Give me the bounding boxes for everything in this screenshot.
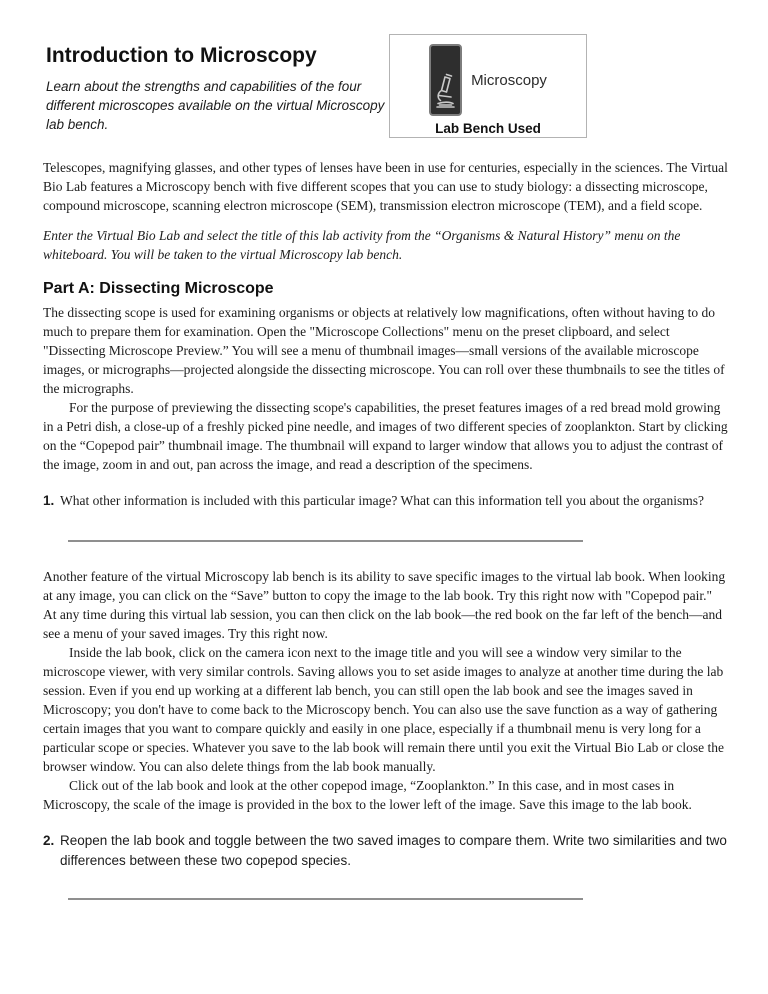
document-content (43, 158, 728, 900)
part-a-paragraph-3: Another feature of the virtual Microscopy lab bench is its ability to save specific images to the virtual lab book. When looking at any image, you can click on the “Save” button to copy the image to the lab book. Try this right now with "Copepod pair." At any time during this virtual lab session, you can then click on the lab book—the red book on the far left of the bench—and see a menu of your saved images. Try this right now. (43, 569, 726, 641)
bench-caption: Lab Bench Used (435, 121, 541, 136)
question-1 (43, 491, 728, 510)
header (0, 0, 768, 158)
part-a-paragraph-2: For the purpose of previewing the dissecting scope's capabilities, the preset features images of a red bread mold growing in a Petri dish, a close-up of a freshly picked pine needle, and images of two different species of zooplankton. Start by clicking on the “Copepod pair” thumbnail image. The thumbnail will expand to larger window that allows you to adjust the contrast of the image, zoom in and out, pan across the image, and read a description of the specimens. (43, 400, 728, 472)
lab-bench-used-box (389, 34, 587, 138)
part-a-paragraph-4: Inside the lab book, click on the camera icon next to the image title and you will see a window very similar to the microscope viewer, with very similar controls. Saving allows you to set aside images to analyze at another time during the lab session. Even if you end up working at a different lab bench, you can still open the lab book and see the images saved in Microscopy; you don't have to come back to the Microscopy bench. You can also use the save function as a way of gathering certain images that you want to compare quickly and easily in one place, especially if a thumbnail menu is very long for a particular scope or species. Whatever you save to the lab book will remain there until you exit the Virtual Bio Lab or close the browser window. You can also delete things from the lab book manually. (43, 645, 724, 774)
question-2 (43, 831, 728, 871)
question-2-text: Reopen the lab book and toggle between the two saved images to compare them. Write two similarities and two differences between these two copepod species. (60, 833, 727, 868)
bench-row (390, 44, 586, 116)
question-2-number: 2. (43, 833, 55, 848)
question-1-number: 1. (43, 493, 55, 508)
question-1-answer-line[interactable] (68, 540, 583, 542)
page-subtitle: Learn about the strengths and capabilities of the four different microscopes available on the virtual Microscopy lab bench. (46, 79, 385, 132)
question-2-answer-line[interactable] (68, 898, 583, 900)
part-a-heading: Part A: Dissecting Microscope (43, 280, 274, 297)
microscope-icon (434, 67, 458, 114)
italic-instruction-paragraph: Enter the Virtual Bio Lab and select the title of this lab activity from the “Organisms & Natural History” menu on the whiteboard. You will be taken to the virtual Microscopy lab bench. (43, 228, 681, 262)
microscopy-bench-tile (429, 44, 462, 116)
page-title: Introduction to Microscopy (46, 44, 317, 67)
question-1-text: What other information is included with this particular image? What can this information tell you about the organisms? (60, 493, 704, 508)
intro-paragraph: Telescopes, magnifying glasses, and other types of lenses have been in use for centuries, especially in the sciences. The Virtual Bio Lab features a Microscopy bench with five different scopes that you can use to study biology: a dissecting microscope, compound microscope, scanning electron microscope (SEM), transmission electron microscope (TEM), and a field scope. (43, 160, 728, 213)
part-a-paragraph-1: The dissecting scope is used for examining organisms or objects at relatively low magnifications, often without having to do much to prepare them for examination. Open the "Microscope Collections" menu on the preset clipboard, and select "Dissecting Microscope Preview.” You will see a menu of thumbnail images—small versions of the available microscope images, or micrographs—projected alongside the dissecting microscope. You can roll over these thumbnails to see the titles of the micrographs. (43, 305, 725, 396)
bench-name-label: Microscopy (471, 71, 547, 89)
part-a-paragraph-5: Click out of the lab book and look at the other copepod image, “Zooplankton.” In this case, and in most cases in Microscopy, the scale of the image is provided in the box to the lower left of the image. Save this image to the lab book. (43, 778, 692, 812)
header-text (46, 44, 391, 134)
